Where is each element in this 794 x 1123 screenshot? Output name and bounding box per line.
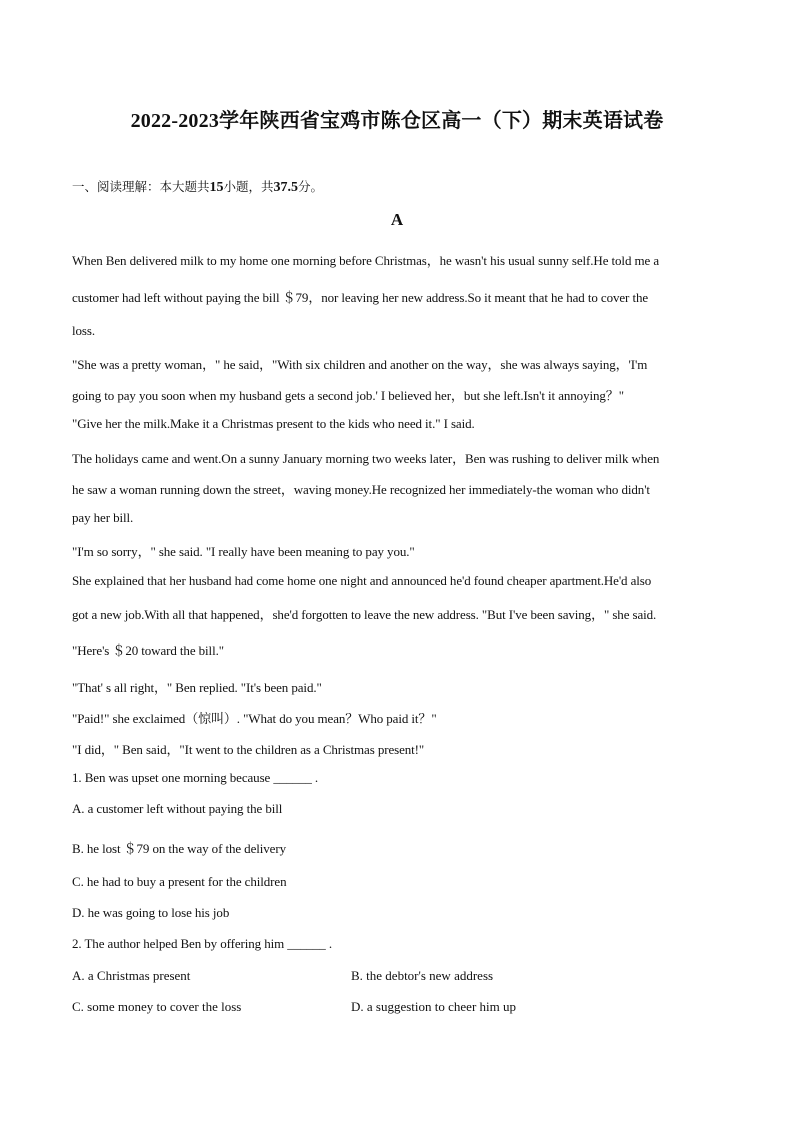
question-stem: 2. The author helped Ben by offering him ______ . [72, 936, 332, 951]
passage-line: "Here's ＄20 toward the bill." [72, 643, 224, 658]
passage-line: She explained that her husband had come home one night and announced he'd found cheaper apartment.He'd also [72, 573, 652, 588]
passage-label: A [390, 210, 404, 229]
section-suffix: 分。 [298, 179, 324, 194]
passage-line: pay her bill. [72, 510, 134, 525]
total-score: 37.5 [273, 180, 299, 195]
answer-option[interactable]: B. the debtor's new address [351, 968, 494, 983]
answer-option[interactable]: D. a suggestion to cheer him up [351, 999, 516, 1014]
passage-line: loss. [72, 323, 95, 338]
passage-line: "I'm so sorry，" she said. "I really have been meaning to pay you." [72, 544, 415, 559]
answer-option[interactable]: B. he lost ＄79 on the way of the delivery [72, 841, 286, 856]
passage-line: "Give her the milk.Make it a Christmas present to the kids who need it." I said. [72, 416, 475, 431]
section-prefix: 一、阅读理解：本大题共 [72, 179, 210, 194]
passage-line: The holidays came and went.On a sunny January morning two weeks later，Ben was rushing to deliver milk when [72, 451, 660, 466]
answer-option[interactable]: C. some money to cover the loss [72, 999, 242, 1014]
passage-line: "Paid!" she exclaimed（惊叫）. "What do you mean？Who paid it？" [72, 711, 437, 726]
passage-line: got a new job.With all that happened，she'd forgotten to leave the new address. "But I've been saving，" she said. [72, 607, 657, 622]
answer-option[interactable]: A. a Christmas present [72, 968, 191, 983]
section-middle: 小题，共 [223, 179, 274, 194]
passage-line: he saw a woman running down the street，waving money.He recognized her immediately-the woman who didn't [72, 482, 650, 497]
answer-option[interactable]: A. a customer left without paying the bill [72, 801, 283, 816]
passage-line: "I did，" Ben said，"It went to the children as a Christmas present!" [72, 742, 425, 757]
question-count: 15 [209, 180, 224, 195]
passage-line: "That' s all right，" Ben replied. "It's been paid." [72, 680, 322, 695]
answer-option[interactable]: D. he was going to lose his job [72, 905, 230, 920]
section-heading [72, 177, 323, 196]
question-stem: 1. Ben was upset one morning because ______ . [72, 770, 319, 785]
page-title: 2022-2023学年陕西省宝鸡市陈仓区高一（下）期末英语试卷 [130, 110, 664, 132]
answer-option[interactable]: C. he had to buy a present for the children [72, 874, 287, 889]
passage-line: going to pay you soon when my husband gets a second job.' I believed her，but she left.Isn't it annoying？" [72, 388, 624, 403]
passage-line: When Ben delivered milk to my home one morning before Christmas，he wasn't his usual sunny self.He told me a [72, 253, 659, 268]
passage-line: customer had left without paying the bill ＄79，nor leaving her new address.So it meant that he had to cover the [72, 290, 649, 305]
passage-line: "She was a pretty woman，" he said，"With six children and another on the way，she was always saying，'I'm [72, 357, 648, 372]
